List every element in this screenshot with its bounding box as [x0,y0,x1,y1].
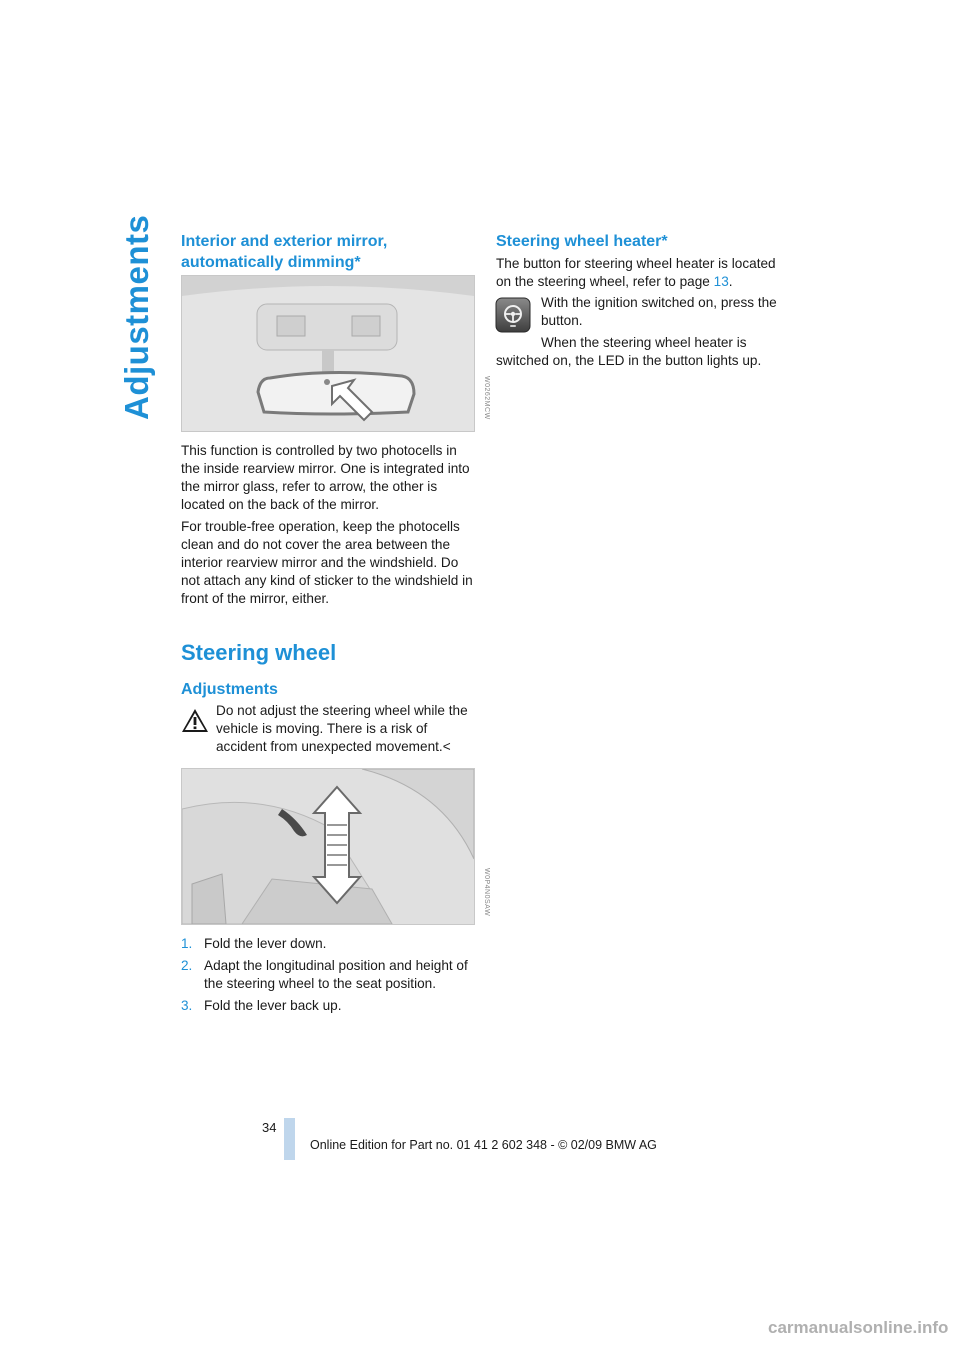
mirror-paragraph-1: This function is controlled by two photocells in the inside rearview mirror. One is integrated into the mirror glass, refer to arrow, the other is located on the back of the mirror. [181,443,470,512]
heater-heading: Steering wheel heater* [496,233,668,250]
adjustment-steps-list [181,935,474,1019]
page-number: 34 [262,1120,277,1135]
step-text: Fold the lever down. [204,936,327,951]
warning-text: Do not adjust the steering wheel while the vehicle is moving. There is a risk of accident from unexpected movement. [216,703,468,754]
steering-illustration [182,769,474,924]
footer-edition: Online Edition for Part no. 01 41 2 602 348 - © 02/09 BMW AG [310,1138,657,1152]
heater-line-1: With the ignition switched on, press the button. [541,295,777,328]
heater-intro-end: . [728,274,733,289]
footer-bar [284,1118,295,1160]
step-text: Adapt the longitudinal position and height of the steering wheel to the seat position. [204,958,468,991]
mirror-figure-code: W0262MCW [483,376,490,420]
warning-text-block [216,702,474,756]
step-number: 3. [181,998,193,1013]
mirror-illustration [182,276,474,431]
steering-wheel-heater-button-icon [495,297,531,333]
section-title-steering-wheel: Steering wheel [181,640,337,665]
watermark: carmanualsonline.info [768,1318,949,1337]
mirror-paragraph-2: For trouble-free operation, keep the photocells clean and do not cover the area between the interior rearview mirror and the windshield. Do not attach any kind of sticker to the windshield in front of the mirror, either. [181,519,473,606]
steering-figure [181,768,475,925]
chapter-side-title [118,214,158,430]
adjustments-heading: Adjustments [181,681,278,698]
steering-figure-code: W0P4N0SAW [483,868,490,917]
step-text: Fold the lever back up. [204,998,342,1013]
mirror-heading: Interior and exterior mirror, automatically dimming* [181,233,388,271]
step-item [181,957,474,993]
page-reference-link[interactable]: 13 [713,274,729,289]
heater-intro-text: The button for steering wheel heater is located on the steering wheel, refer to page [496,256,776,289]
step-number: 1. [181,936,193,951]
heater-line-2: When the steering wheel heater is switched on, the LED in the button lights up. [496,335,762,368]
step-number: 2. [181,958,193,973]
chapter-side-title-text: Adjustments [118,214,155,420]
heater-intro [496,255,791,291]
warning-end-mark: < [442,739,451,754]
step-item [181,997,474,1015]
step-item [181,935,474,953]
mirror-figure [181,275,475,432]
warning-icon [181,708,209,733]
